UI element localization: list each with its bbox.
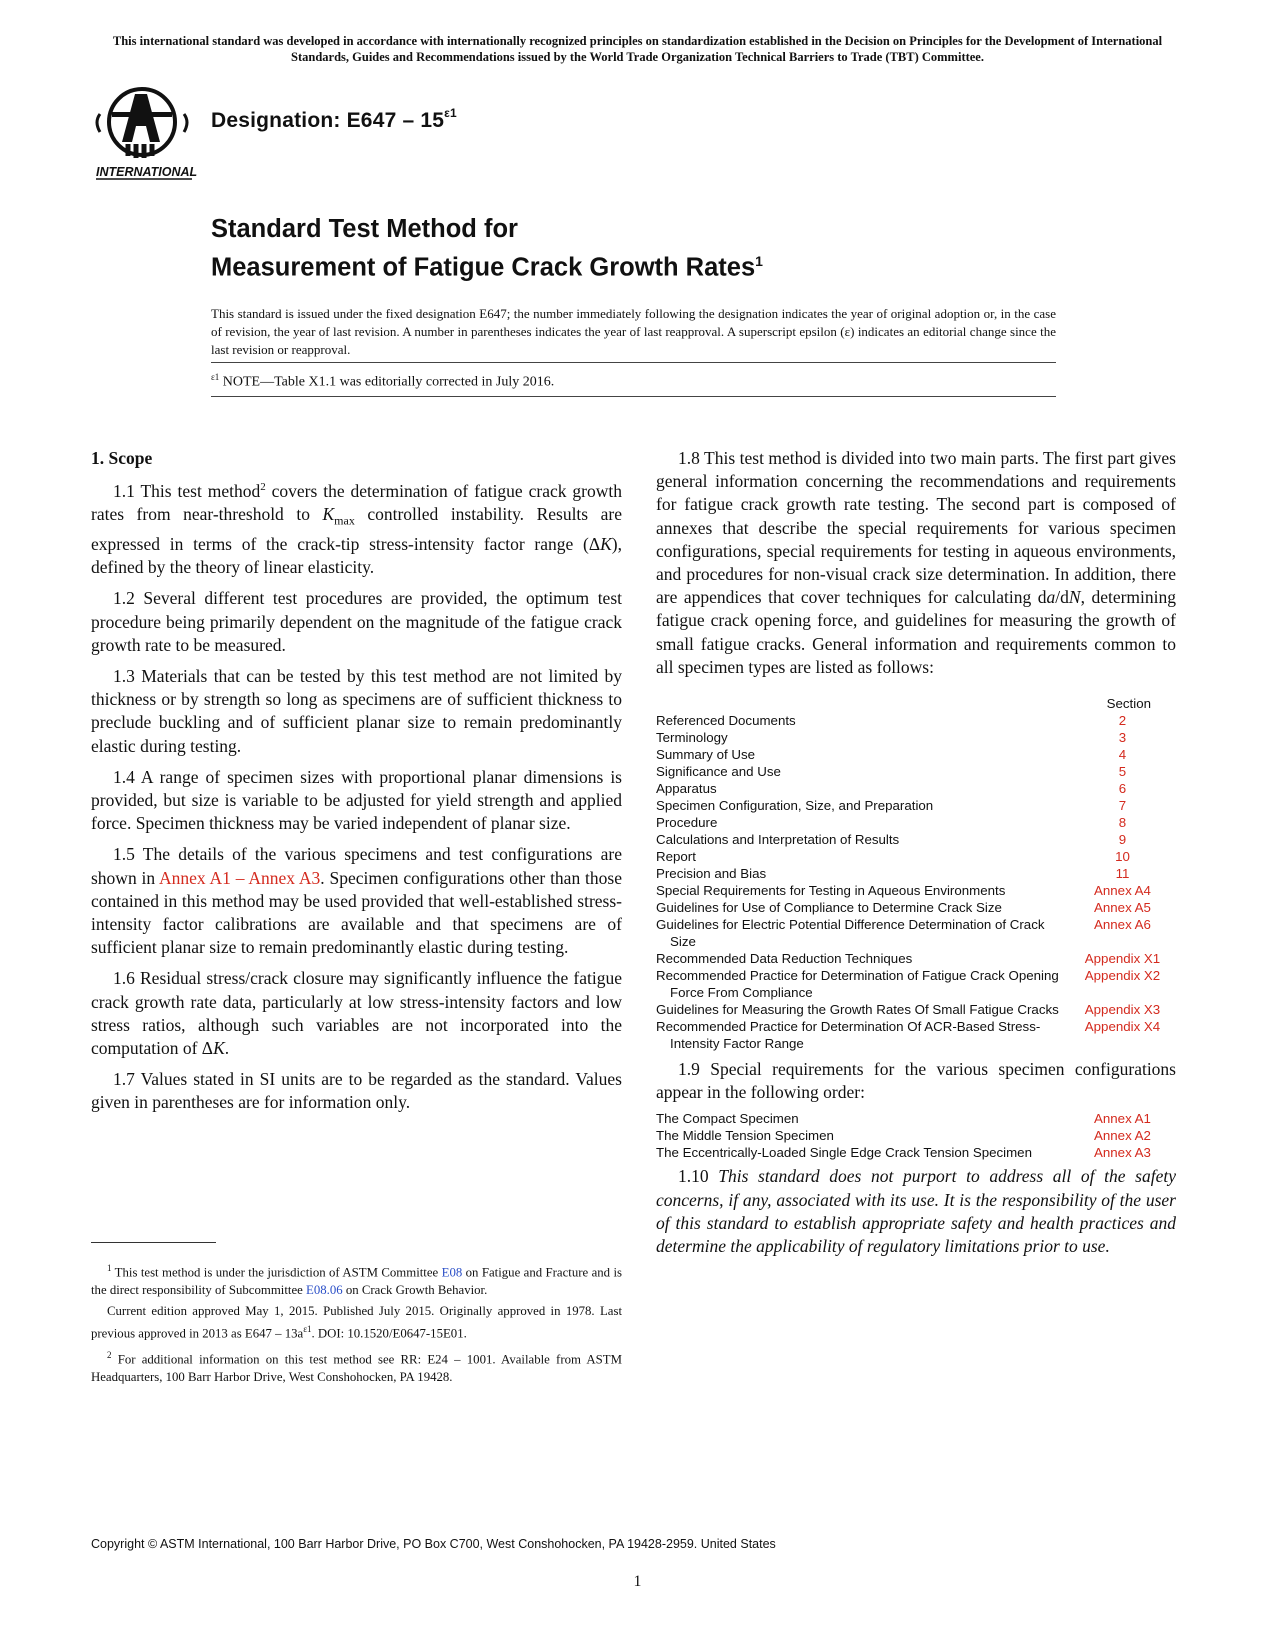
- section-table: [656, 695, 1176, 1052]
- table-row: [656, 712, 1176, 729]
- table-row: [656, 882, 1176, 899]
- table-row-label: Report: [656, 849, 696, 865]
- copyright: Copyright © ASTM International, 100 Barr Harbor Drive, PO Box C700, West Conshohocken, PA 19428-2959. United States: [91, 1537, 776, 1551]
- table-row-reference-link[interactable]: Annex A5: [1094, 900, 1151, 916]
- table-row: [656, 1127, 1176, 1144]
- title-line-1: Standard Test Method for: [211, 215, 518, 243]
- table-row-reference-link[interactable]: Annex A6: [1094, 917, 1151, 933]
- section-heading-scope: 1. Scope: [91, 448, 153, 468]
- table-row: [656, 1001, 1176, 1018]
- wto-notice: This international standard was developed in accordance with internationally recognized principles on standardization established in the Decision on Principles for the Development of International Standards, Guides and Recommendations issued by the World Trade Organization Technical Barriers to Trade (TBT) Committee.: [112, 34, 1163, 64]
- footnote-1: $^1$ This test method is under the jurisdiction of ASTM Committee E08 on Fatigue and Fracture and is the direct responsibility of Subcommittee E08.06 on Crack Growth Behavior.: [91, 1263, 622, 1298]
- paragraph-1-3: 1.3 Materials that can be tested by this test method are not limited by thickness or by strength so long as specimens are of sufficient thickness to preclude buckling and of sufficient planar size to remain predominantly elastic during testing.: [91, 665, 622, 756]
- table-row: [656, 780, 1176, 797]
- table-row-reference-link[interactable]: 5: [1118, 764, 1127, 780]
- table-row: [656, 797, 1176, 814]
- specimen-table: [656, 1110, 1176, 1161]
- paragraph-1-2: 1.2 Several different test procedures are provided, the optimum test procedure being primarily dependent on the magnitude of the fatigue crack growth rate to be measured.: [91, 588, 622, 655]
- section-table-header: Section: [1106, 696, 1151, 712]
- table-row-reference-link[interactable]: 10: [1115, 849, 1130, 865]
- table-row-label: Precision and Bias: [656, 866, 767, 882]
- table-row: [656, 1110, 1176, 1127]
- table-row-reference-link[interactable]: Annex A4: [1094, 883, 1151, 899]
- paragraph-1-10: 1.10 This standard does not purport to address all of the safety concerns, if any, associated with its use. It is the responsibility of the user of this standard to establish appropriate safety and health practices and determine the applicability of regulatory limitations prior to use.: [656, 1166, 1176, 1257]
- table-row-reference-link[interactable]: Annex A2: [1094, 1128, 1151, 1144]
- table-row-reference-link[interactable]: 4: [1118, 747, 1127, 763]
- designation: [211, 108, 457, 133]
- editorial-note-epsilon: ε1: [211, 372, 220, 382]
- footnote-2: $^2$ For additional information on this test method see RR: E24 – 1001. Available from ASTM Headquarters, 100 Barr Harbor Drive, West Conshohocken, PA 19428.: [91, 1349, 622, 1384]
- table-row-label: Recommended Practice for Determination Of ACR-Based Stress-Intensity Factor Range: [656, 1019, 1041, 1052]
- table-row-reference-link[interactable]: 8: [1118, 815, 1127, 831]
- table-row-label: The Middle Tension Specimen: [656, 1128, 834, 1144]
- table-row-reference-link[interactable]: Appendix X3: [1084, 1002, 1161, 1018]
- table-row-label: Guidelines for Use of Compliance to Determine Crack Size: [656, 900, 1002, 916]
- table-row-reference-link[interactable]: 3: [1118, 730, 1127, 746]
- table-row-label: Procedure: [656, 815, 718, 831]
- astm-logo-icon: [92, 84, 200, 184]
- table-row-reference-link[interactable]: 7: [1118, 798, 1127, 814]
- title-line-2: Measurement of Fatigue Crack Growth Rates: [211, 253, 756, 282]
- annex-link[interactable]: Annex A1 – Annex A3: [159, 867, 321, 888]
- paragraph-1-4: 1.4 A range of specimen sizes with proportional planar dimensions is provided, but size is variable to be adjusted for yield strength and applied force. Specimen thickness may be varied independent of planar size.: [91, 766, 622, 834]
- divider: [211, 396, 1056, 397]
- table-row: [656, 746, 1176, 763]
- table-row-reference-link[interactable]: 6: [1118, 781, 1127, 797]
- left-column: [91, 447, 622, 1123]
- logo-wordmark: INTERNATIONAL: [96, 165, 198, 179]
- table-row-label: Referenced Documents: [656, 713, 796, 729]
- designation-label: Designation: E647 – 15: [211, 109, 445, 132]
- designation-superscript: ε1: [444, 106, 457, 120]
- committee-link[interactable]: E08: [441, 1265, 463, 1280]
- table-row: [656, 814, 1176, 831]
- table-row: [656, 950, 1176, 967]
- table-row-reference-link[interactable]: Appendix X4: [1084, 1019, 1161, 1035]
- table-row-reference-link[interactable]: 9: [1118, 832, 1127, 848]
- table-row-label: Guidelines for Measuring the Growth Rates Of Small Fatigue Cracks: [656, 1002, 1059, 1018]
- paragraph-1-9: 1.9 Special requirements for the various specimen configurations appear in the following order:: [656, 1059, 1176, 1103]
- paragraph-1-8: 1.8 This test method is divided into two main parts. The first part gives general information concerning the recommendations and requirements for fatigue crack growth rate testing. The second part is composed of annexes that describe the special requirements for various specimen configurations, special requirements for testing in aqueous environments, and procedures for non-visual crack size determination. In addition, there are appendices that cover techniques for calculating da/dN, determining fatigue crack opening force, and guidelines for measuring the growth of small fatigue cracks. General information and requirements common to all specimen types are listed as follows:: [656, 448, 1177, 677]
- document-title: [211, 213, 763, 284]
- table-row: [656, 916, 1176, 950]
- paragraph-1-7: 1.7 Values stated in SI units are to be regarded as the standard. Values given in parentheses are for information only.: [91, 1069, 622, 1113]
- subcommittee-link[interactable]: E08.06: [306, 1283, 343, 1298]
- table-row-label: Apparatus: [656, 781, 717, 797]
- table-row: [656, 1018, 1176, 1052]
- footnote-divider: [91, 1242, 216, 1243]
- page-number: 1: [633, 1573, 642, 1590]
- footnote-ref: 2: [260, 481, 266, 494]
- table-row-reference-link[interactable]: Annex A1: [1094, 1111, 1151, 1127]
- table-row-label: Calculations and Interpretation of Results: [656, 832, 900, 848]
- table-row-label: Special Requirements for Testing in Aqueous Environments: [656, 883, 1006, 899]
- table-row-label: Terminology: [656, 730, 728, 746]
- right-column: [656, 447, 1176, 1258]
- title-footnote-ref: 1: [755, 253, 763, 269]
- table-row: [656, 848, 1176, 865]
- table-row-reference-link[interactable]: Appendix X2: [1084, 968, 1161, 984]
- table-row: [656, 831, 1176, 848]
- table-row-reference-link[interactable]: 11: [1115, 866, 1130, 882]
- table-row: [656, 763, 1176, 780]
- editorial-note-text: NOTE—Table X1.1 was editorially corrected in July 2016.: [219, 374, 555, 390]
- table-row-label: Specimen Configuration, Size, and Preparation: [656, 798, 934, 814]
- paragraph-1-6: 1.6 Residual stress/crack closure may significantly influence the fatigue crack growth rate data, particularly at low stress-intensity factors and low stress ratios, although such variables are not incorporated into the computation of ΔK.: [91, 968, 622, 1058]
- table-row: [656, 729, 1176, 746]
- divider: [211, 362, 1056, 363]
- table-row: [656, 865, 1176, 882]
- table-row-label: The Compact Specimen: [656, 1111, 799, 1127]
- preamble: This standard is issued under the fixed designation E647; the number immediately following the designation indicates the year of original adoption or, in the case of revision, the year of last revision. A number in parentheses indicates the year of last reapproval. A superscript epsilon (ε) indicates an editorial change since the last revision or reapproval.: [211, 306, 1056, 357]
- table-row-reference-link[interactable]: 2: [1118, 713, 1127, 729]
- paragraph-1-5: 1.5 The details of the various specimens and test configurations are shown in Annex A1 – Annex A3. Specimen configurations other than those contained in this method may be used provided that well-established stress-intensity factor calibrations are available and that specimens are of sufficient planar size to remain predominantly elastic during testing.: [91, 844, 622, 958]
- editorial-note: [211, 372, 554, 391]
- astm-international-logo: [92, 84, 200, 184]
- table-row-label: Significance and Use: [656, 764, 781, 780]
- table-row: [656, 967, 1176, 1001]
- table-row: [656, 1144, 1176, 1161]
- table-row-label: Recommended Practice for Determination of Fatigue Crack Opening Force From Compliance: [656, 968, 1059, 1001]
- footnote-1-edition: Current edition approved May 1, 2015. Published July 2015. Originally approved in 1978. Last previous approved in 2013 as $E647 - 13a^{\varepsilon 1}$. DOI: 10.1520/E0647-15E01.: [91, 1304, 622, 1341]
- table-row-label: Recommended Data Reduction Techniques: [656, 951, 913, 967]
- table-row-label: Guidelines for Electric Potential Difference Determination of Crack Size: [656, 917, 1045, 950]
- table-row: [656, 899, 1176, 916]
- paragraph-1-1: 1.1 This test method$^2$ covers the determination of fatigue crack growth rates from near-threshold to $K_{max}$ controlled instability. Results are expressed in terms of the crack-tip stress-intensity factor range (ΔK), defined by the theory of linear elasticity.: [91, 481, 622, 578]
- table-row-label: The Eccentrically-Loaded Single Edge Crack Tension Specimen: [656, 1145, 1032, 1161]
- footnotes: [91, 1259, 622, 1389]
- table-row-reference-link[interactable]: Appendix X1: [1084, 951, 1161, 967]
- table-row-reference-link[interactable]: Annex A3: [1094, 1145, 1151, 1161]
- table-row-label: Summary of Use: [656, 747, 756, 763]
